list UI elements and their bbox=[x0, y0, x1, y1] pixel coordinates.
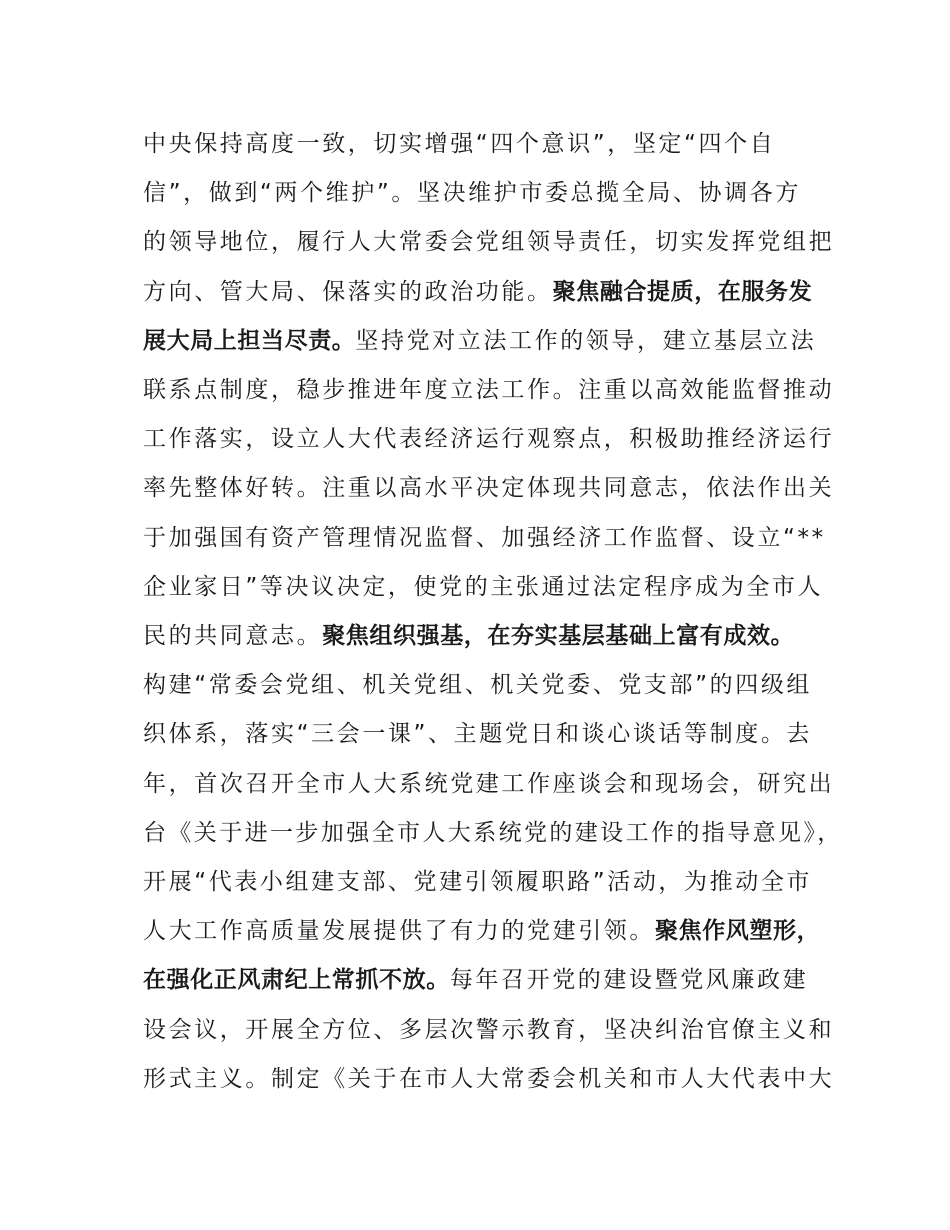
paragraph-text: 企业家日”等决议决定，使党的主张通过法定程序成为全市人 bbox=[143, 573, 824, 600]
paragraph-text: 中央保持高度一致，切实增强“四个意识”，坚定“四个自 bbox=[143, 131, 776, 157]
text-line bbox=[143, 665, 843, 705]
bold-heading-text: 聚焦组织强基，在夯实基层基础上富有成效。 bbox=[322, 623, 795, 649]
text-line bbox=[143, 911, 843, 951]
bold-heading-text: 聚焦作风塑形， bbox=[655, 918, 821, 945]
bold-heading-text: 在强化正风肃纪上常抓不放。 bbox=[143, 967, 450, 994]
paragraph-text: 人大工作高质量发展提供了有力的党建引领。 bbox=[143, 918, 655, 945]
text-line bbox=[143, 222, 843, 262]
text-line bbox=[143, 272, 843, 312]
paragraph-text: 方向、管大局、保落实的政治功能。 bbox=[143, 278, 553, 305]
paragraph-text: 率先整体好转。注重以高水平决定体现共同意志，依法作出关 bbox=[143, 475, 835, 502]
paragraph-text: 形式主义。制定《关于在市人大常委会机关和市人大代表中大 bbox=[143, 1065, 835, 1092]
paragraph-text: 于加强国有资产管理情况监督、加强经济工作监督、设立“** bbox=[143, 524, 826, 551]
bold-heading-text: 展大局上担当尽责。 bbox=[143, 327, 356, 354]
paragraph-text: 坚持党对立法工作的领导，建立基层立法 bbox=[355, 327, 817, 354]
text-line bbox=[143, 616, 843, 656]
paragraph-text: 工作落实，设立人大代表经济运行观察点，积极助推经济运行 bbox=[143, 426, 835, 453]
paragraph-text: 开展“代表小组建支部、党建引领履职路”活动，为推动全市 bbox=[143, 869, 813, 895]
text-line bbox=[143, 764, 843, 804]
text-line bbox=[143, 862, 843, 902]
text-line bbox=[143, 124, 843, 164]
text-line bbox=[143, 813, 843, 853]
text-line bbox=[143, 173, 843, 213]
text-line bbox=[143, 370, 843, 410]
text-line bbox=[143, 960, 843, 1000]
paragraph-text: 信”，做到“两个维护”。坚决维护市委总揽全局、协调各方 bbox=[143, 180, 801, 207]
paragraph-text: 设会议，开展全方位、多层次警示教育，坚决纠治官僚主义和 bbox=[143, 1016, 835, 1043]
paragraph-text: 联系点制度，稳步推进年度立法工作。注重以高效能监督推动 bbox=[143, 377, 835, 403]
paragraph-text: 织体系，落实“三会一课”、主题党日和谈心谈话等制度。去 bbox=[143, 721, 813, 748]
text-line bbox=[143, 567, 843, 607]
bold-heading-text: 聚焦融合提质，在服务发 bbox=[552, 278, 813, 305]
paragraph-text: 构建“常委会党组、机关党组、机关党委、党支部”的四级组 bbox=[143, 672, 813, 699]
text-line bbox=[143, 1059, 843, 1099]
paragraph-text: 台《关于进一步加强全市人大系统党的建设工作的指导意见》， bbox=[143, 819, 843, 846]
text-line bbox=[143, 518, 843, 558]
paragraph-text: 民的共同意志。 bbox=[143, 623, 323, 649]
text-line bbox=[143, 714, 843, 754]
text-line bbox=[143, 1010, 843, 1050]
paragraph-text: 的领导地位，履行人大常委会党组领导责任，切实发挥党组把 bbox=[143, 229, 835, 256]
text-line bbox=[143, 419, 843, 459]
paragraph-text: 年，首次召开全市人大系统党建工作座谈会和现场会，研究出 bbox=[143, 770, 835, 797]
paragraph-text: 每年召开党的建设暨党风廉政建 bbox=[449, 967, 809, 994]
text-line bbox=[143, 321, 843, 361]
text-line bbox=[143, 468, 843, 508]
